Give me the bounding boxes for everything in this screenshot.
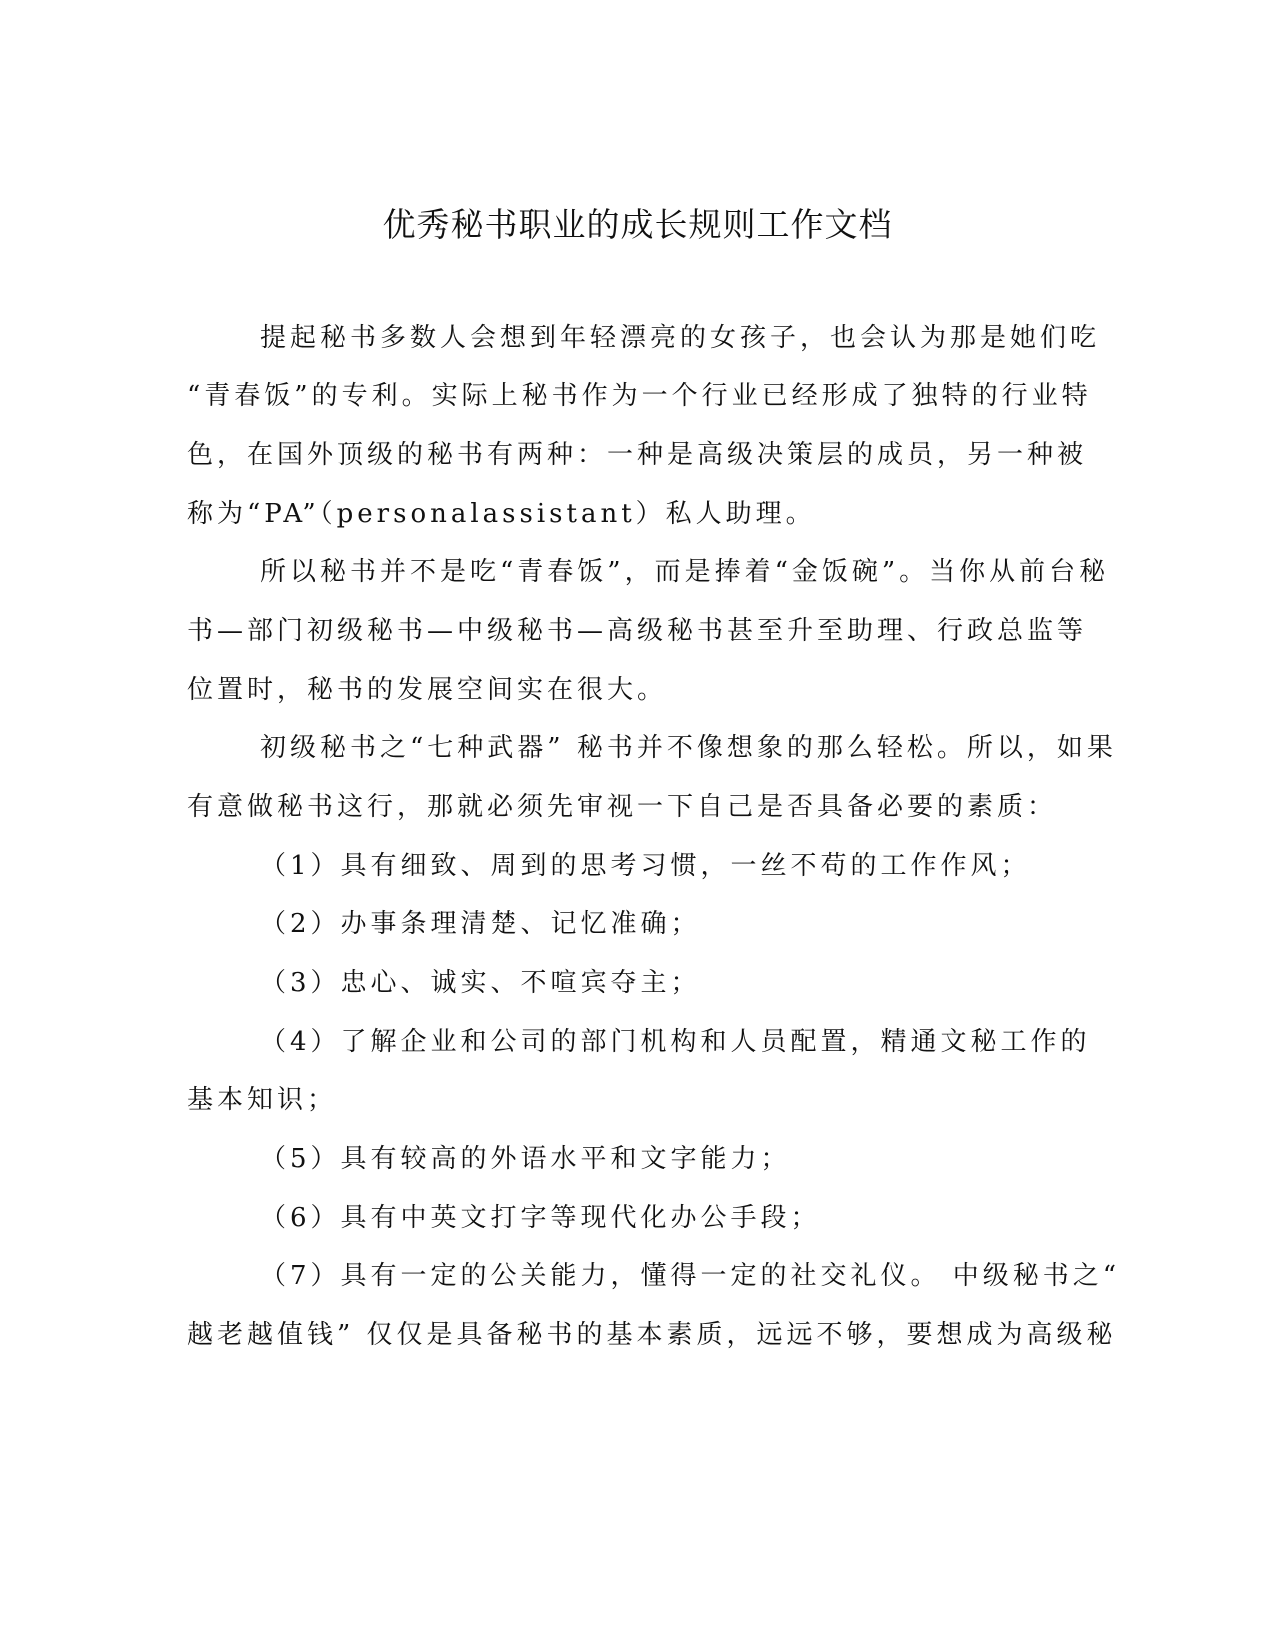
- list-item: （1）具有细致、周到的思考习惯，一丝不苟的工作作风；: [260, 851, 1031, 881]
- paragraph-line: 位置时，秘书的发展空间实在很大。: [187, 675, 668, 705]
- paragraph-line: “青春饭”的专利。实际上秘书作为一个行业已经形成了独特的行业特: [187, 381, 1092, 411]
- paragraph-line: 越老越值钱” 仅仅是具备秘书的基本素质，远远不够，要想成为高级秘: [187, 1320, 1117, 1350]
- document-title: 优秀秘书职业的成长规则工作文档: [382, 205, 893, 244]
- paragraph-line: 提起秘书多数人会想到年轻漂亮的女孩子，也会认为那是她们吃: [260, 323, 1101, 353]
- paragraph-line: 所以秘书并不是吃“青春饭”，而是捧着“金饭碗”。当你从前台秘: [260, 557, 1110, 587]
- paragraph-line: 色，在国外顶级的秘书有两种：一种是高级决策层的成员，另一种被: [187, 440, 1088, 470]
- paragraph-line: 称为“PA”（personalassistant）私人助理。: [187, 499, 816, 529]
- list-item: （5）具有较高的外语水平和文字能力；: [260, 1144, 791, 1174]
- list-item-continuation: 基本知识；: [187, 1085, 338, 1115]
- list-item: （3）忠心、诚实、不喧宾夺主；: [260, 968, 701, 998]
- paragraph-line: 书—部门初级秘书—中级秘书—高级秘书甚至升至助理、行政总监等: [187, 616, 1088, 646]
- list-item: （6）具有中英文打字等现代化办公手段；: [260, 1203, 821, 1233]
- paragraph-line: 初级秘书之“七种武器” 秘书并不像想象的那么轻松。所以，如果: [260, 733, 1117, 763]
- list-item: （2）办事条理清楚、记忆准确；: [260, 909, 701, 939]
- list-item: （4）了解企业和公司的部门机构和人员配置，精通文秘工作的: [260, 1027, 1091, 1057]
- list-item: （7）具有一定的公关能力，懂得一定的社交礼仪。 中级秘书之“: [260, 1261, 1121, 1291]
- paragraph-line: 有意做秘书这行，那就必须先审视一下自己是否具备必要的素质：: [187, 792, 1058, 822]
